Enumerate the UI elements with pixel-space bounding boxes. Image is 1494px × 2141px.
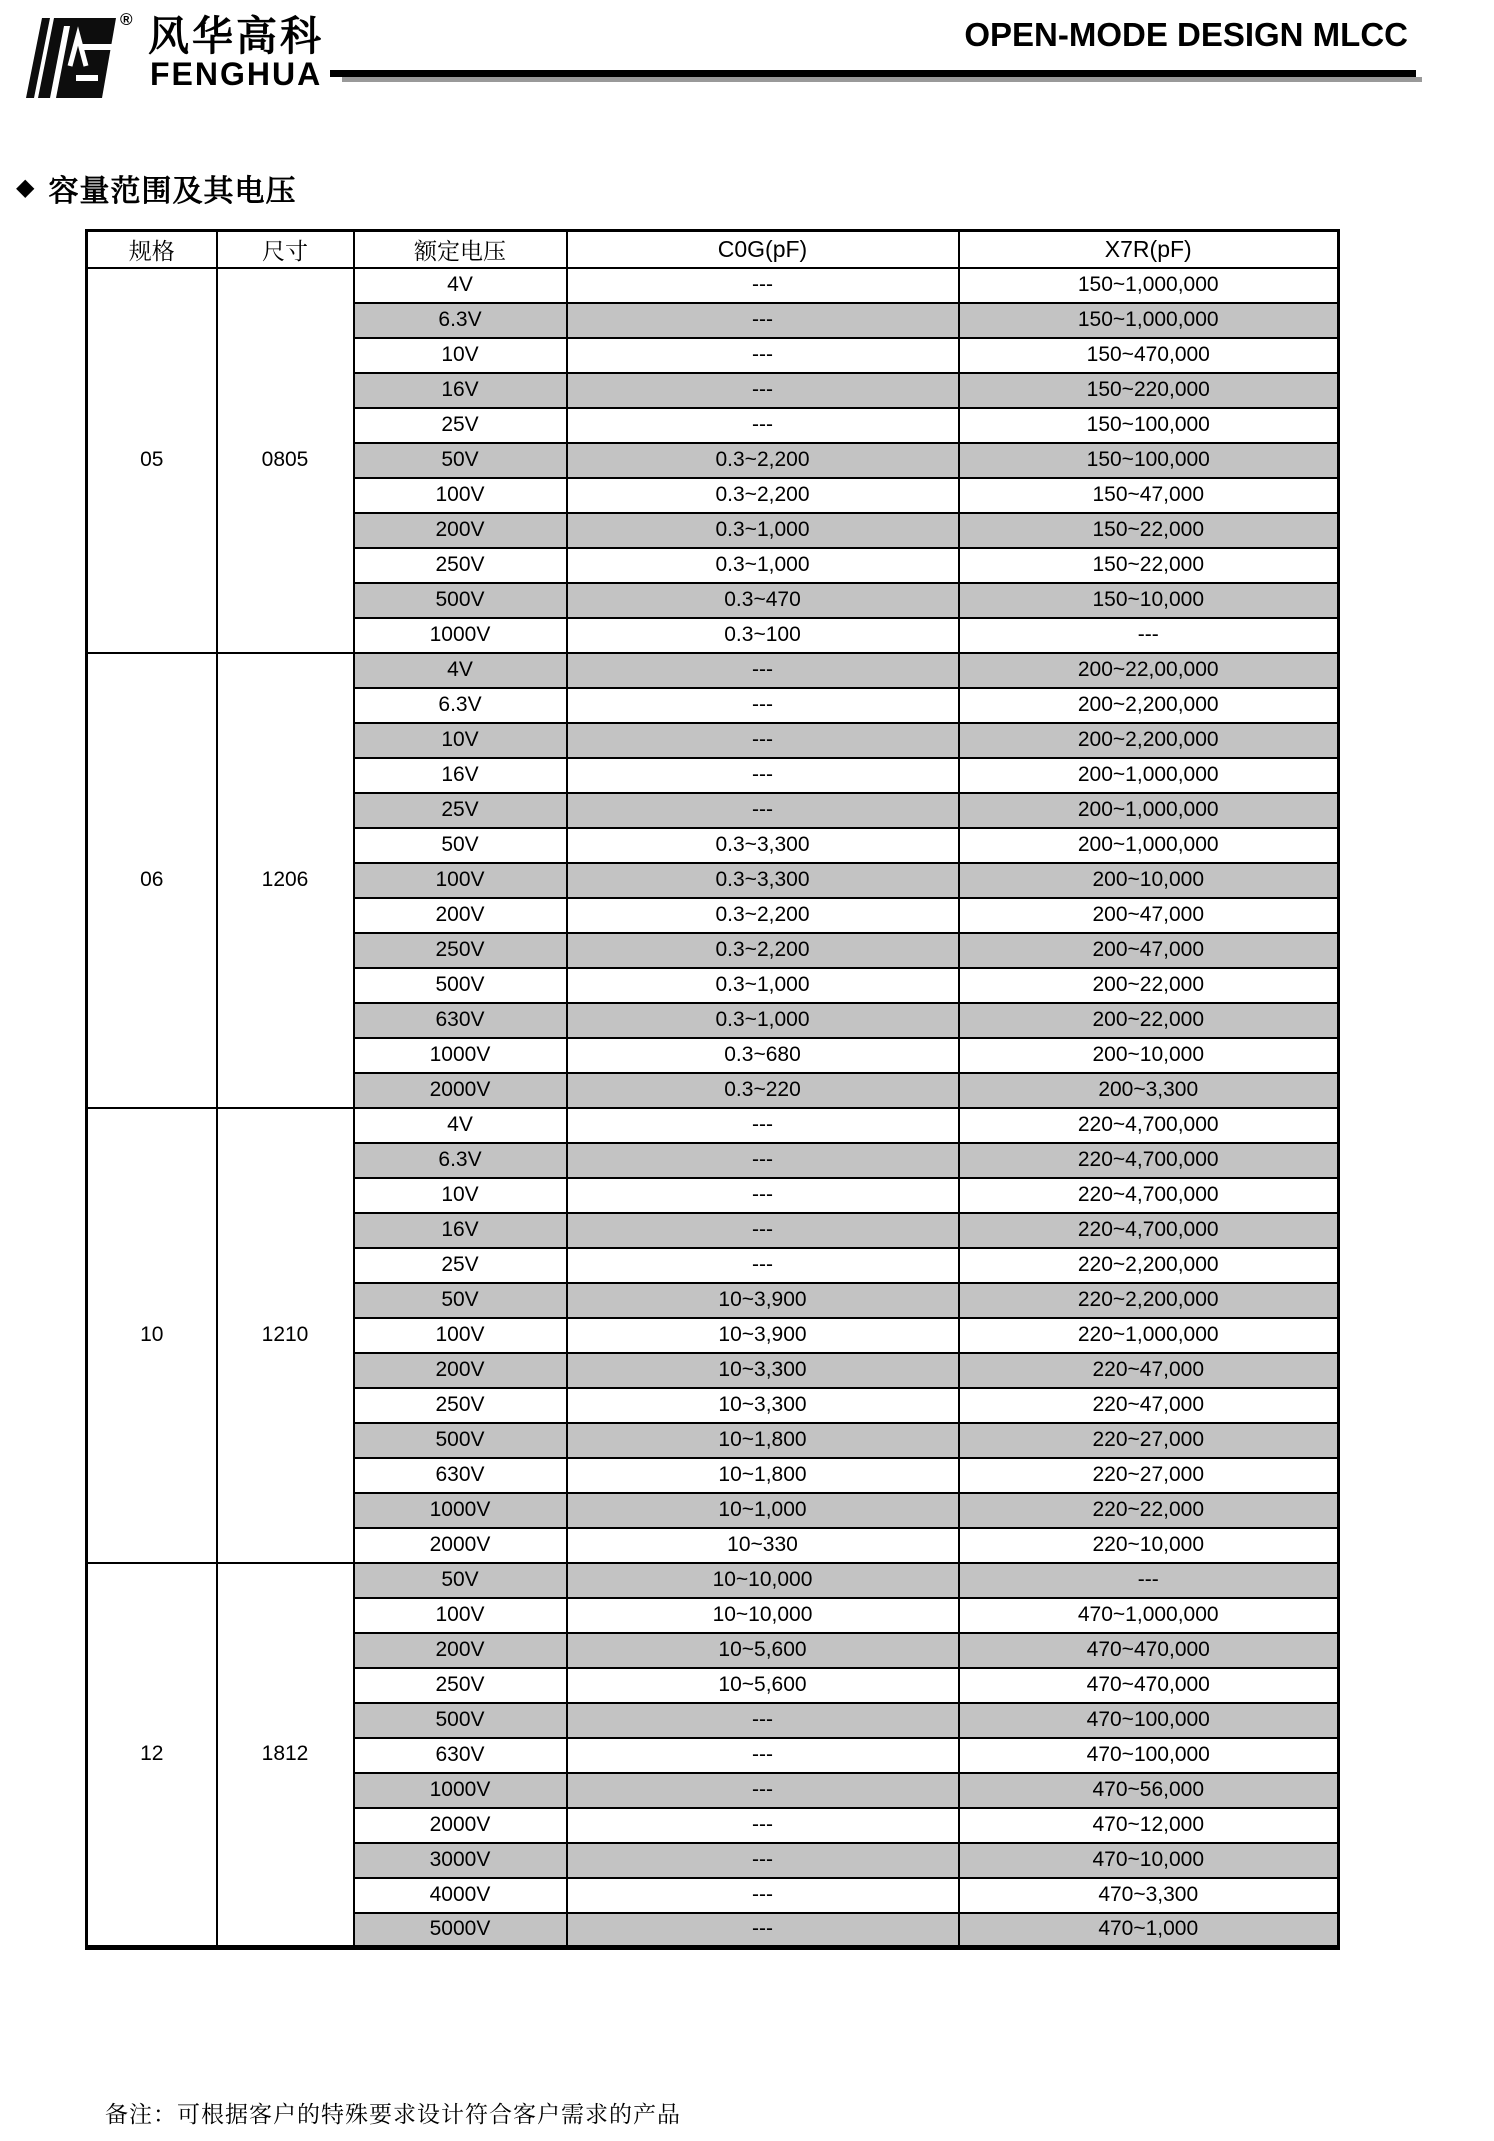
- c0g-value-cell: ---: [567, 1913, 959, 1948]
- c0g-value-cell: ---: [567, 688, 959, 723]
- x7r-value-cell: 150~47,000: [959, 478, 1339, 513]
- rated-voltage-cell: 50V: [354, 1283, 567, 1318]
- rated-voltage-cell: 25V: [354, 1248, 567, 1283]
- rated-voltage-cell: 100V: [354, 478, 567, 513]
- c0g-value-cell: ---: [567, 1108, 959, 1143]
- rated-voltage-cell: 630V: [354, 1738, 567, 1773]
- x7r-value-cell: 200~22,00,000: [959, 653, 1339, 688]
- rated-voltage-cell: 100V: [354, 1598, 567, 1633]
- rated-voltage-cell: 1000V: [354, 1493, 567, 1528]
- spec-cell: 10: [87, 1108, 217, 1563]
- x7r-value-cell: 150~1,000,000: [959, 268, 1339, 303]
- c0g-value-cell: ---: [567, 1178, 959, 1213]
- rated-voltage-cell: 250V: [354, 933, 567, 968]
- c0g-value-cell: ---: [567, 303, 959, 338]
- x7r-value-cell: 220~2,200,000: [959, 1248, 1339, 1283]
- rated-voltage-cell: 25V: [354, 408, 567, 443]
- table-row: [87, 268, 1339, 303]
- table-row: [87, 1563, 1339, 1598]
- x7r-value-cell: 200~2,200,000: [959, 688, 1339, 723]
- rated-voltage-cell: 2000V: [354, 1808, 567, 1843]
- x7r-value-cell: 470~3,300: [959, 1878, 1339, 1913]
- x7r-value-cell: 150~220,000: [959, 373, 1339, 408]
- rated-voltage-cell: 25V: [354, 793, 567, 828]
- x7r-value-cell: 200~10,000: [959, 1038, 1339, 1073]
- x7r-value-cell: ---: [959, 1563, 1339, 1598]
- c0g-value-cell: ---: [567, 1703, 959, 1738]
- c0g-value-cell: 0.3~1,000: [567, 548, 959, 583]
- rated-voltage-cell: 16V: [354, 758, 567, 793]
- x7r-value-cell: 470~470,000: [959, 1633, 1339, 1668]
- c0g-value-cell: 0.3~3,300: [567, 863, 959, 898]
- rated-voltage-cell: 500V: [354, 1703, 567, 1738]
- x7r-value-cell: 470~12,000: [959, 1808, 1339, 1843]
- c0g-value-cell: 10~3,300: [567, 1388, 959, 1423]
- c0g-value-cell: 0.3~470: [567, 583, 959, 618]
- brand-block: [24, 14, 164, 98]
- x7r-value-cell: 200~22,000: [959, 1003, 1339, 1038]
- c0g-value-cell: 0.3~3,300: [567, 828, 959, 863]
- c0g-value-cell: ---: [567, 268, 959, 303]
- c0g-value-cell: ---: [567, 758, 959, 793]
- c0g-value-cell: 10~3,900: [567, 1283, 959, 1318]
- rated-voltage-cell: 2000V: [354, 1073, 567, 1108]
- header-rule-shadow: [342, 77, 1422, 82]
- rated-voltage-cell: 1000V: [354, 618, 567, 653]
- table-row: [87, 1108, 1339, 1143]
- c0g-value-cell: ---: [567, 1878, 959, 1913]
- x7r-value-cell: 220~2,200,000: [959, 1283, 1339, 1318]
- c0g-value-cell: 0.3~1,000: [567, 513, 959, 548]
- x7r-value-cell: 200~47,000: [959, 933, 1339, 968]
- c0g-value-cell: 10~5,600: [567, 1668, 959, 1703]
- x7r-value-cell: 220~22,000: [959, 1493, 1339, 1528]
- c0g-value-cell: 0.3~2,200: [567, 443, 959, 478]
- rated-voltage-cell: 2000V: [354, 1528, 567, 1563]
- rated-voltage-cell: 630V: [354, 1458, 567, 1493]
- c0g-value-cell: 10~1,800: [567, 1458, 959, 1493]
- x7r-value-cell: 150~100,000: [959, 443, 1339, 478]
- x7r-value-cell: 200~22,000: [959, 968, 1339, 1003]
- rated-voltage-cell: 6.3V: [354, 1143, 567, 1178]
- x7r-value-cell: 220~27,000: [959, 1423, 1339, 1458]
- x7r-value-cell: 200~2,200,000: [959, 723, 1339, 758]
- rated-voltage-cell: 500V: [354, 1423, 567, 1458]
- rated-voltage-cell: 250V: [354, 548, 567, 583]
- size-cell: 0805: [217, 268, 354, 653]
- section-title: 容量范围及其电压: [48, 175, 297, 208]
- col-header-size: 尺寸: [217, 231, 354, 268]
- col-header-x7r: X7R(pF): [959, 231, 1339, 268]
- header-rule-black: [330, 70, 1416, 77]
- x7r-value-cell: 200~1,000,000: [959, 758, 1339, 793]
- document-title: OPEN-MODE DESIGN MLCC: [964, 16, 1408, 53]
- table-row: [87, 653, 1339, 688]
- rated-voltage-cell: 5000V: [354, 1913, 567, 1948]
- x7r-value-cell: 470~100,000: [959, 1738, 1339, 1773]
- c0g-value-cell: ---: [567, 1773, 959, 1808]
- x7r-value-cell: 220~1,000,000: [959, 1318, 1339, 1353]
- table-header-row: [87, 231, 1339, 268]
- rated-voltage-cell: 630V: [354, 1003, 567, 1038]
- x7r-value-cell: 220~10,000: [959, 1528, 1339, 1563]
- fenghua-logo-icon: [24, 14, 116, 98]
- c0g-value-cell: ---: [567, 1738, 959, 1773]
- c0g-value-cell: 10~5,600: [567, 1633, 959, 1668]
- col-header-c0g: C0G(pF): [567, 231, 959, 268]
- rated-voltage-cell: 6.3V: [354, 303, 567, 338]
- rated-voltage-cell: 200V: [354, 513, 567, 548]
- rated-voltage-cell: 200V: [354, 898, 567, 933]
- x7r-value-cell: 470~10,000: [959, 1843, 1339, 1878]
- c0g-value-cell: ---: [567, 408, 959, 443]
- c0g-value-cell: 0.3~2,200: [567, 933, 959, 968]
- brand-name-en: FENGHUA: [150, 56, 323, 92]
- rated-voltage-cell: 200V: [354, 1353, 567, 1388]
- spec-cell: 12: [87, 1563, 217, 1948]
- x7r-value-cell: 220~4,700,000: [959, 1178, 1339, 1213]
- x7r-value-cell: 200~10,000: [959, 863, 1339, 898]
- c0g-value-cell: ---: [567, 373, 959, 408]
- rated-voltage-cell: 500V: [354, 968, 567, 1003]
- c0g-value-cell: 0.3~1,000: [567, 1003, 959, 1038]
- rated-voltage-cell: 16V: [354, 373, 567, 408]
- x7r-value-cell: 150~1,000,000: [959, 303, 1339, 338]
- x7r-value-cell: 200~3,300: [959, 1073, 1339, 1108]
- x7r-value-cell: 150~22,000: [959, 548, 1339, 583]
- c0g-value-cell: ---: [567, 338, 959, 373]
- footnote: 备注：可根据客户的特殊要求设计符合客户需求的产品: [105, 2101, 681, 2127]
- x7r-value-cell: 220~47,000: [959, 1388, 1339, 1423]
- rated-voltage-cell: 4000V: [354, 1878, 567, 1913]
- x7r-value-cell: 220~4,700,000: [959, 1213, 1339, 1248]
- rated-voltage-cell: 10V: [354, 338, 567, 373]
- x7r-value-cell: 220~4,700,000: [959, 1143, 1339, 1178]
- c0g-value-cell: 10~1,800: [567, 1423, 959, 1458]
- x7r-value-cell: 220~27,000: [959, 1458, 1339, 1493]
- rated-voltage-cell: 50V: [354, 1563, 567, 1598]
- c0g-value-cell: 0.3~2,200: [567, 898, 959, 933]
- size-cell: 1812: [217, 1563, 354, 1948]
- rated-voltage-cell: 3000V: [354, 1843, 567, 1878]
- spec-cell: 06: [87, 653, 217, 1108]
- size-cell: 1206: [217, 653, 354, 1108]
- c0g-value-cell: 0.3~100: [567, 618, 959, 653]
- c0g-value-cell: ---: [567, 1808, 959, 1843]
- c0g-value-cell: ---: [567, 723, 959, 758]
- capacitance-range-table: [85, 229, 1340, 1950]
- rated-voltage-cell: 100V: [354, 863, 567, 898]
- col-header-rated-voltage: 额定电压: [354, 231, 567, 268]
- rated-voltage-cell: 100V: [354, 1318, 567, 1353]
- rated-voltage-cell: 10V: [354, 1178, 567, 1213]
- c0g-value-cell: 0.3~220: [567, 1073, 959, 1108]
- brand-name-cn: 风华高科: [148, 13, 324, 59]
- rated-voltage-cell: 10V: [354, 723, 567, 758]
- c0g-value-cell: 0.3~2,200: [567, 478, 959, 513]
- x7r-value-cell: 220~47,000: [959, 1353, 1339, 1388]
- x7r-value-cell: 200~1,000,000: [959, 828, 1339, 863]
- x7r-value-cell: 470~56,000: [959, 1773, 1339, 1808]
- size-cell: 1210: [217, 1108, 354, 1563]
- c0g-value-cell: ---: [567, 1843, 959, 1878]
- c0g-value-cell: ---: [567, 793, 959, 828]
- rated-voltage-cell: 200V: [354, 1633, 567, 1668]
- rated-voltage-cell: 50V: [354, 828, 567, 863]
- col-header-spec: 规格: [87, 231, 217, 268]
- x7r-value-cell: 150~22,000: [959, 513, 1339, 548]
- spec-cell: 05: [87, 268, 217, 653]
- x7r-value-cell: 150~10,000: [959, 583, 1339, 618]
- x7r-value-cell: 470~100,000: [959, 1703, 1339, 1738]
- x7r-value-cell: 470~1,000,000: [959, 1598, 1339, 1633]
- c0g-value-cell: 10~3,900: [567, 1318, 959, 1353]
- rated-voltage-cell: 250V: [354, 1668, 567, 1703]
- x7r-value-cell: 150~100,000: [959, 408, 1339, 443]
- rated-voltage-cell: 500V: [354, 583, 567, 618]
- c0g-value-cell: 10~1,000: [567, 1493, 959, 1528]
- registered-trademark-icon: ®: [120, 10, 133, 29]
- x7r-value-cell: 200~1,000,000: [959, 793, 1339, 828]
- rated-voltage-cell: 6.3V: [354, 688, 567, 723]
- x7r-value-cell: 470~1,000: [959, 1913, 1339, 1948]
- c0g-value-cell: ---: [567, 1143, 959, 1178]
- c0g-value-cell: ---: [567, 653, 959, 688]
- rated-voltage-cell: 4V: [354, 653, 567, 688]
- c0g-value-cell: 10~3,300: [567, 1353, 959, 1388]
- c0g-value-cell: 0.3~1,000: [567, 968, 959, 1003]
- rated-voltage-cell: 50V: [354, 443, 567, 478]
- diamond-bullet-icon: ◆: [16, 174, 35, 201]
- x7r-value-cell: 150~470,000: [959, 338, 1339, 373]
- section-heading: [16, 166, 296, 210]
- rated-voltage-cell: 4V: [354, 1108, 567, 1143]
- c0g-value-cell: 10~10,000: [567, 1598, 959, 1633]
- rated-voltage-cell: 1000V: [354, 1773, 567, 1808]
- rated-voltage-cell: 1000V: [354, 1038, 567, 1073]
- rated-voltage-cell: 16V: [354, 1213, 567, 1248]
- rated-voltage-cell: 4V: [354, 268, 567, 303]
- c0g-value-cell: 0.3~680: [567, 1038, 959, 1073]
- c0g-value-cell: 10~10,000: [567, 1563, 959, 1598]
- rated-voltage-cell: 250V: [354, 1388, 567, 1423]
- x7r-value-cell: 220~4,700,000: [959, 1108, 1339, 1143]
- x7r-value-cell: 200~47,000: [959, 898, 1339, 933]
- c0g-value-cell: ---: [567, 1213, 959, 1248]
- c0g-value-cell: ---: [567, 1248, 959, 1283]
- c0g-value-cell: 10~330: [567, 1528, 959, 1563]
- x7r-value-cell: 470~470,000: [959, 1668, 1339, 1703]
- x7r-value-cell: ---: [959, 618, 1339, 653]
